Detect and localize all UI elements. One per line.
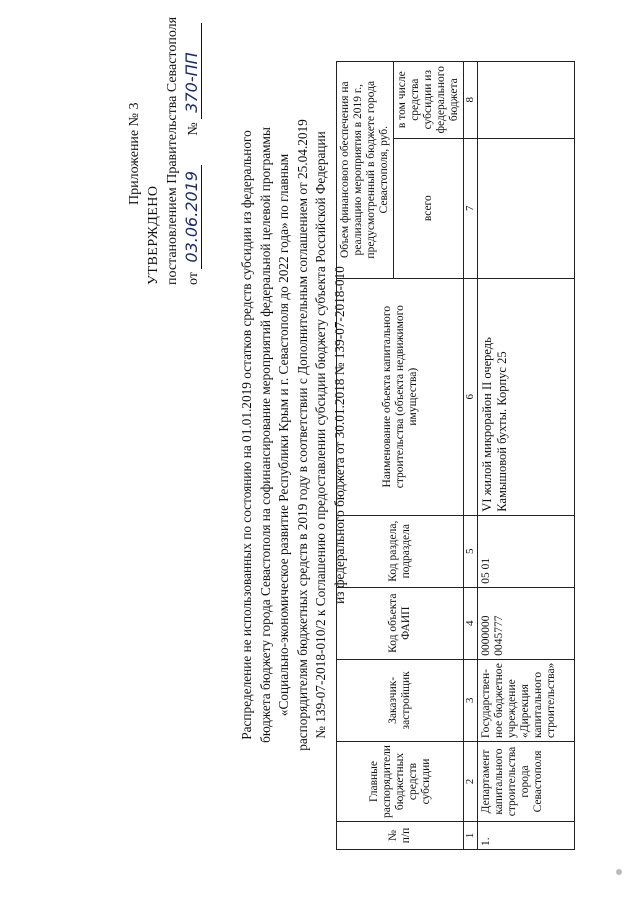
header-object-name: Наименование объекта капитального строительства (объекта недвижимого имущества) [337, 278, 464, 515]
cell-object-name: VI жилой микрорайон II очередь Камышовой бухты. Корпус 25 [478, 278, 575, 515]
number-prefix: № [186, 122, 201, 136]
column-number-row [464, 61, 478, 849]
column-number: 2 [464, 742, 478, 822]
approved-title: УТВЕРЖДЕНО [146, 185, 161, 285]
column-number: 6 [464, 278, 478, 515]
cell-customer: Государствен-ное бюджетное учреждение «Дирекция капитального строительства» [478, 659, 575, 741]
handwritten-date: 03.06.2019 [182, 165, 202, 269]
header-federal-share: в том числе средства субсидии из федерального бюджета [394, 61, 464, 138]
table-header-row [337, 61, 394, 849]
cell-section-code: 05 01 [478, 515, 575, 587]
approved-by: постановлением Правительства Севастополя [165, 16, 180, 285]
header-total: всего [394, 138, 464, 278]
column-number: 8 [464, 61, 478, 138]
header-faip-code: Код объекта ФАИП [337, 587, 464, 659]
header-customer: Заказчик-застройщик [337, 659, 464, 741]
title-line: распорядителям бюджетных средств в 2019 году в соответствии с Дополнительным соглашением от 25.04.2019 [294, 119, 310, 751]
column-number: 1 [464, 822, 478, 850]
handwritten-number: 370-ПП [182, 23, 202, 119]
title-line: № 139-07-2018-010/2 к Соглашению о предоставлении субсидии бюджету субъекта Российской Федерации [313, 131, 329, 739]
column-number: 7 [464, 138, 478, 278]
title-line: Распределение не использованных по состоянию на 01.01.2019 остатков средств субсидии из федерального [239, 130, 254, 740]
header-section-code: Код раздела, подраздела [337, 515, 464, 587]
appendix-label: Приложение № 3 [127, 102, 142, 205]
title-line: «Социально-экономическое развитие Республики Крым и г. Севастополя до 2022 года» по главным [276, 153, 292, 717]
document-title [238, 45, 350, 825]
cell-faip-code: 0000000 0045777 [478, 587, 575, 659]
header-distributors: Главные распорядители бюджетных средств субсидии [337, 742, 464, 822]
date-prefix: от [186, 272, 201, 285]
cell-distributor: Департамент капитального строительства города Севастополя [478, 742, 575, 822]
column-number: 4 [464, 587, 478, 659]
subsidy-table [336, 61, 575, 850]
header-no: № п/п [337, 822, 464, 850]
title-line: из федерального бюджета от 30.01.2018 № 139-07-2018-010 [331, 266, 347, 604]
approval-date-number [182, 23, 202, 285]
cell-no: 1. [478, 822, 575, 850]
table-row [478, 61, 575, 849]
scan-margin-mark [616, 869, 622, 875]
column-number: 3 [464, 659, 478, 741]
column-number: 5 [464, 515, 478, 587]
cell-total [478, 138, 575, 278]
title-line: бюджета бюджету города Севастополя на софинансирование мероприятий федеральной целевой программы [257, 127, 273, 743]
cell-federal-share [478, 61, 575, 138]
header-funding-group: Объем финансового обеспечения на реализацию мероприятия в 2019 г., предусмотренный в бюджете города Севастополя, руб. [337, 61, 394, 278]
